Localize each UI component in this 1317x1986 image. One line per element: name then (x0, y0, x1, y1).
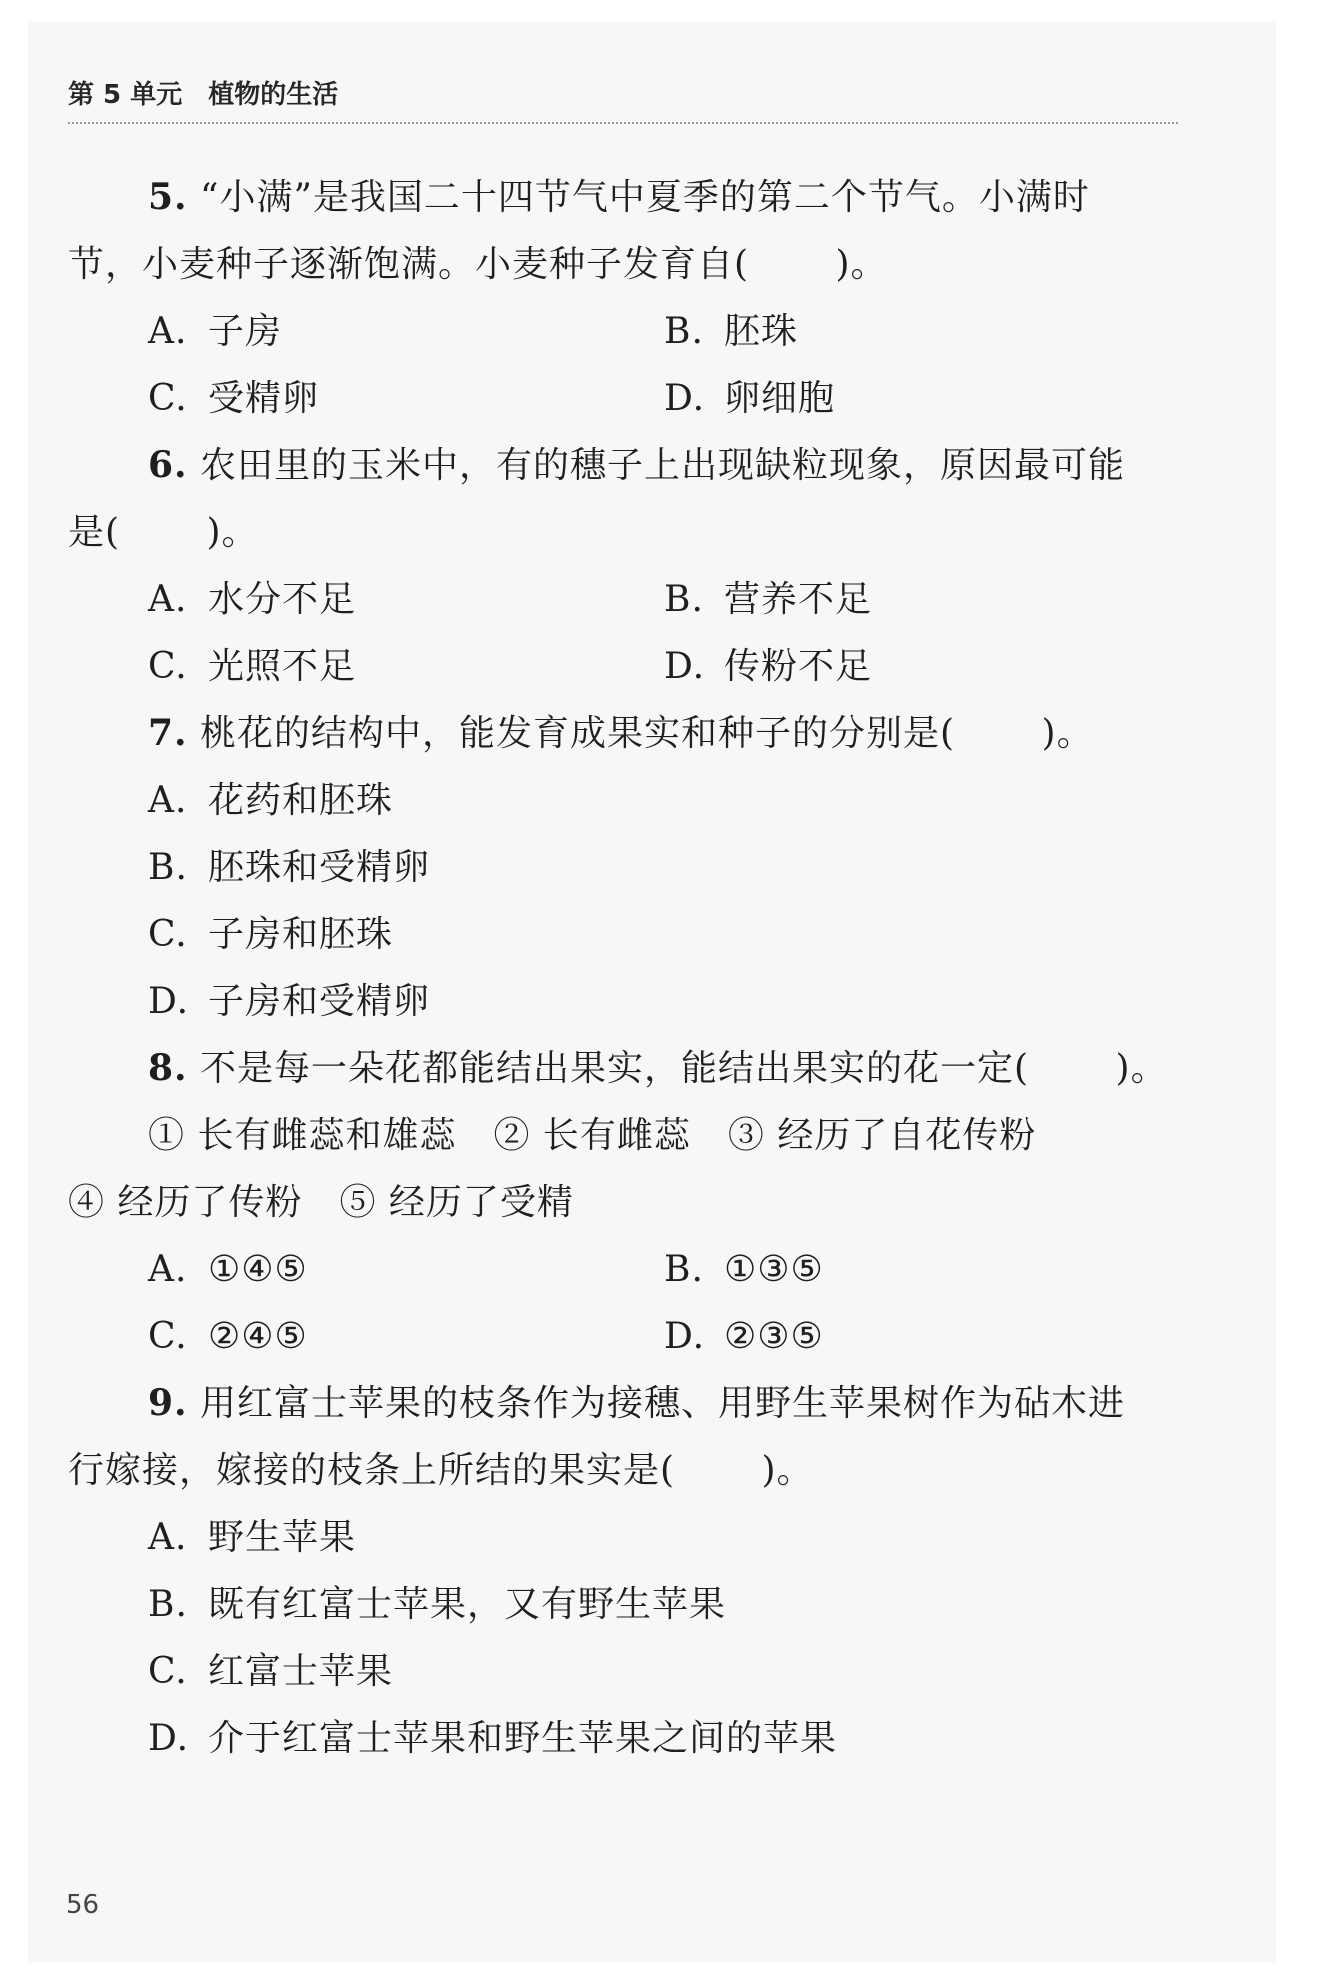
question-number: 7. (148, 712, 188, 754)
option-b: B. 胚珠和受精卵 (148, 847, 431, 888)
option-d: D. 卵细胞 (664, 378, 836, 419)
question-5-line-2: 节，小麦种子逐渐饱满。小麦种子发育自( )。 (68, 244, 888, 285)
question-9-line-2: 行嫁接，嫁接的枝条上所结的果实是( )。 (68, 1450, 814, 1491)
option-c: C. 红富士苹果 (148, 1651, 394, 1692)
question-number: 6. (148, 444, 188, 486)
question-8-line-1 (68, 1035, 1180, 1102)
question-5-options-row-2 (68, 365, 1180, 432)
option-b: B. 既有红富士苹果，又有野生苹果 (148, 1584, 727, 1625)
option-a: A. 水分不足 (148, 579, 357, 620)
unit-title: 植物的生活 (208, 80, 339, 110)
question-number: 8. (148, 1047, 188, 1089)
question-text: 用红富士苹果的枝条作为接穗、用野生苹果树作为砧木进 (200, 1383, 1126, 1424)
option-d: D. 子房和受精卵 (148, 981, 431, 1022)
option-c: C. 受精卵 (148, 378, 320, 419)
question-number: 5. (148, 176, 188, 218)
question-list (68, 164, 1180, 1772)
page-header (68, 80, 1178, 124)
question-text: 农田里的玉米中，有的穗子上出现缺粒现象，原因最可能 (200, 445, 1126, 486)
header-text (68, 80, 338, 110)
question-8-statements-2: ④ 经历了传粉 ⑤ 经历了受精 (68, 1182, 574, 1223)
option-d: D. 传粉不足 (664, 646, 873, 687)
question-6-line-2: 是( )。 (68, 512, 259, 553)
question-6-options-row-2 (68, 633, 1180, 700)
question-8-statements-1: ① 长有雌蕊和雄蕊 ② 长有雌蕊 ③ 经历了自花传粉 (148, 1115, 1037, 1156)
page-number: 56 (66, 1890, 100, 1920)
option-a: A. 野生苹果 (148, 1517, 357, 1558)
question-text: 不是每一朵花都能结出果实，能结出果实的花一定( )。 (200, 1048, 1168, 1089)
option-a: A. 花药和胚珠 (148, 780, 394, 821)
question-text: 桃花的结构中，能发育成果实和种子的分别是( )。 (200, 713, 1094, 754)
option-d: D. 介于红富士苹果和野生苹果之间的苹果 (148, 1718, 838, 1759)
option-c: C. ②④⑤ (148, 1316, 308, 1357)
question-8-options-row-2 (68, 1303, 1180, 1370)
question-6-options-row-1 (68, 566, 1180, 633)
option-b: B. 胚珠 (664, 311, 799, 352)
unit-label: 第 5 单元 (68, 80, 183, 110)
question-7-line-1 (68, 700, 1180, 767)
option-c: C. 子房和胚珠 (148, 914, 394, 955)
option-b: B. ①③⑤ (664, 1249, 824, 1290)
question-5-options-row-1 (68, 298, 1180, 365)
option-c: C. 光照不足 (148, 646, 357, 687)
option-a: A. ①④⑤ (148, 1249, 308, 1290)
option-a: A. 子房 (148, 311, 283, 352)
option-d: D. ②③⑤ (664, 1316, 824, 1357)
question-6-line-1 (68, 432, 1180, 499)
question-text: “小满”是我国二十四节气中夏季的第二个节气。小满时 (200, 177, 1090, 218)
question-9-line-1 (68, 1370, 1180, 1437)
question-8-options-row-1 (68, 1236, 1180, 1303)
question-number: 9. (148, 1382, 188, 1424)
question-5-line-1 (68, 164, 1180, 231)
option-b: B. 营养不足 (664, 579, 873, 620)
